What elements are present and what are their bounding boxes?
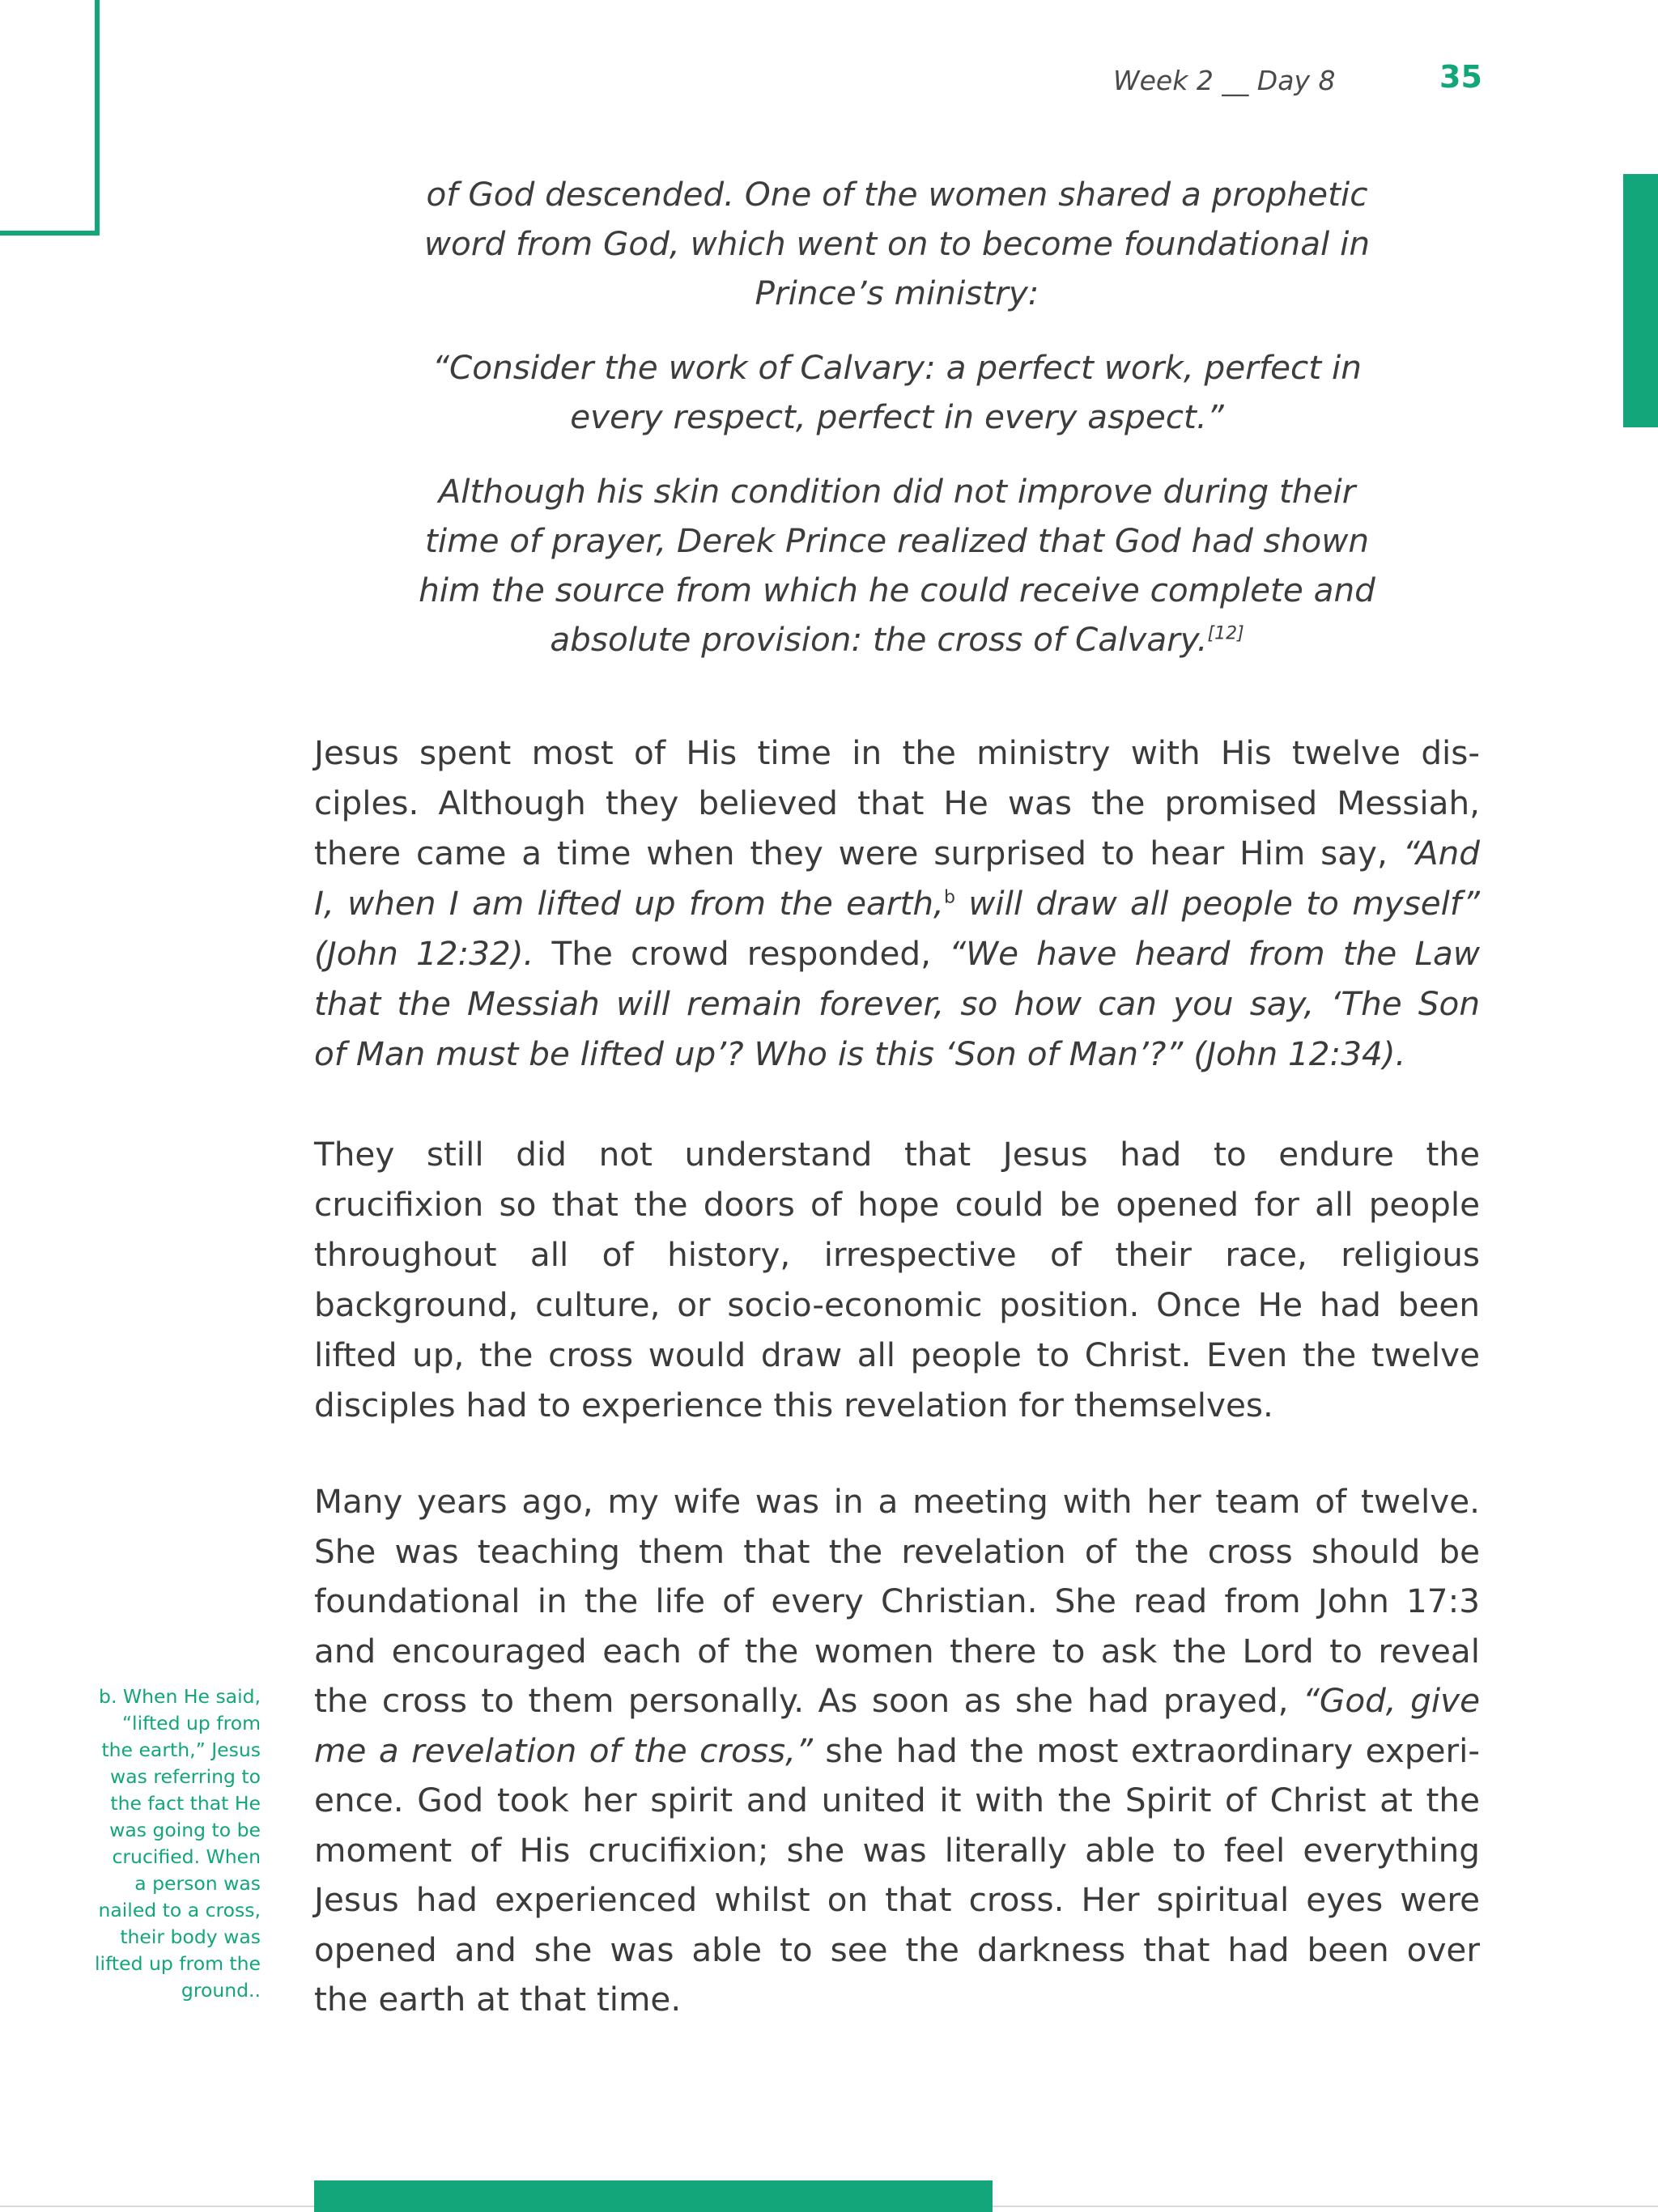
sidenote-line: was going to be <box>109 1819 261 1841</box>
sidenote-line: the fact that He <box>110 1792 261 1815</box>
footer-accent-bar <box>314 2180 993 2212</box>
quote-paragraph-1 <box>405 170 1389 318</box>
body-text: The crowd responded, <box>534 934 950 973</box>
quote-line: Prince’s ministry: <box>755 274 1039 312</box>
scripture-quote: I, when I am lifted up from the earth, <box>314 884 944 923</box>
quote-line: him the source from which he could receive complete and <box>419 571 1375 609</box>
scripture-quote: of Man must be lifted up’? Who is this ‘Son of Man’?” (John 12:34). <box>314 1034 1406 1073</box>
body-paragraph-1 <box>314 728 1480 1079</box>
quote-line: word from God, which went on to become foundational in <box>423 224 1371 263</box>
sidenote-line: their body was <box>120 1925 261 1948</box>
quote-line: time of prayer, Derek Prince realized that God had shown <box>425 521 1369 560</box>
sidenote-line: b. When He said, <box>99 1685 261 1708</box>
footnote-marker: b <box>943 887 955 908</box>
body-line: foundational in the life of every Christian. She read from John 17:3 <box>314 1582 1480 1620</box>
body-line: lifted up, the cross would draw all people to Christ. Even the twelve <box>314 1335 1480 1374</box>
page-number: 35 <box>1439 59 1482 95</box>
citation-reference: [12] <box>1207 623 1244 644</box>
scripture-quote: that the Messiah will remain forever, so how can you say, ‘The Son <box>314 984 1480 1023</box>
scripture-quote: “We have heard from the Law <box>949 934 1481 973</box>
footnote-sidenote <box>57 1683 261 2004</box>
quote-line: of God descended. One of the women shared a prophetic <box>426 175 1368 214</box>
body-line: Jesus had experienced whilst on that cross. Her spiritual eyes were <box>314 1880 1480 1919</box>
body-line <box>314 928 1480 979</box>
body-line: ciples. Although they believed that He was the promised Messiah, <box>314 783 1480 822</box>
prayer-quote: “God, give <box>1302 1681 1480 1720</box>
body-line: Many years ago, my wife was in a meeting with her team of twelve. <box>314 1482 1480 1521</box>
body-line: Jesus spent most of His time in the ministry with His twelve dis- <box>314 733 1480 772</box>
body-line <box>314 1726 1480 1777</box>
body-line: She was teaching them that the revelation of the cross should be <box>314 1531 1480 1571</box>
sidenote-line: ground.. <box>181 1979 261 2002</box>
quote-line: “Consider the work of Calvary: a perfect work, perfect in <box>432 348 1362 387</box>
sidenote-line: “lifted up from <box>121 1712 261 1734</box>
body-line: crucifixion so that the doors of hope could be opened for all people <box>314 1185 1480 1224</box>
body-line: and encouraged each of the women there to ask the Lord to reveal <box>314 1631 1480 1671</box>
quote-line <box>405 615 1389 664</box>
corner-frame-decoration <box>0 0 100 236</box>
prayer-quote: me a revelation of the cross,” <box>314 1730 813 1770</box>
scripture-quote: “And <box>1402 834 1480 872</box>
sidenote-line: the earth,” Jesus <box>101 1739 261 1761</box>
body-line <box>314 878 1480 928</box>
body-paragraph-3 <box>314 1477 1480 2025</box>
body-line: They still did not understand that Jesus had to endure the <box>314 1135 1480 1174</box>
body-line <box>314 979 1480 1029</box>
body-text: the cross to them personally. As soon as she had prayed, <box>314 1681 1303 1720</box>
body-paragraph-2 <box>314 1129 1480 1430</box>
body-line: moment of His crucifixion; she was literally able to feel everything <box>314 1830 1480 1870</box>
chapter-side-tab <box>1623 174 1658 427</box>
sidenote-line: crucified. When <box>112 1845 261 1868</box>
body-line: background, culture, or socio-economic position. Once He had been <box>314 1285 1480 1324</box>
sidenote-line: nailed to a cross, <box>98 1899 261 1921</box>
quote-line: Although his skin condition did not improve during their <box>438 472 1356 511</box>
sidenote-line: lifted up from the <box>95 1952 261 1975</box>
body-line: disciples had to experience this revelation for themselves. <box>314 1386 1273 1424</box>
body-line: the earth at that time. <box>314 1980 682 2019</box>
quote-text: absolute provision: the cross of Calvary. <box>550 620 1208 659</box>
body-line <box>314 1029 1480 1079</box>
body-text: she had the most extraordinary experi- <box>812 1730 1481 1770</box>
sidenote-line: was referring to <box>110 1765 261 1788</box>
quote-paragraph-3 <box>405 467 1389 664</box>
body-line: throughout all of history, irrespective of their race, religious <box>314 1235 1480 1274</box>
body-text: there came a time when they were surprised to hear Him say, <box>314 834 1403 872</box>
sidenote-line: a person was <box>134 1872 261 1895</box>
running-head: Week 2 __ Day 8 <box>1113 65 1336 96</box>
quote-line: every respect, perfect in every aspect.” <box>570 397 1224 436</box>
body-line <box>314 1676 1480 1726</box>
body-line: ence. God took her spirit and united it with the Spirit of Christ at the <box>314 1781 1480 1819</box>
scripture-reference: (John 12:32). <box>314 934 534 973</box>
body-line: opened and she was able to see the darkness that had been over <box>314 1930 1480 1969</box>
scripture-quote: will draw all people to myself” <box>954 884 1480 923</box>
body-line <box>314 828 1480 878</box>
quote-paragraph-2 <box>405 343 1389 442</box>
